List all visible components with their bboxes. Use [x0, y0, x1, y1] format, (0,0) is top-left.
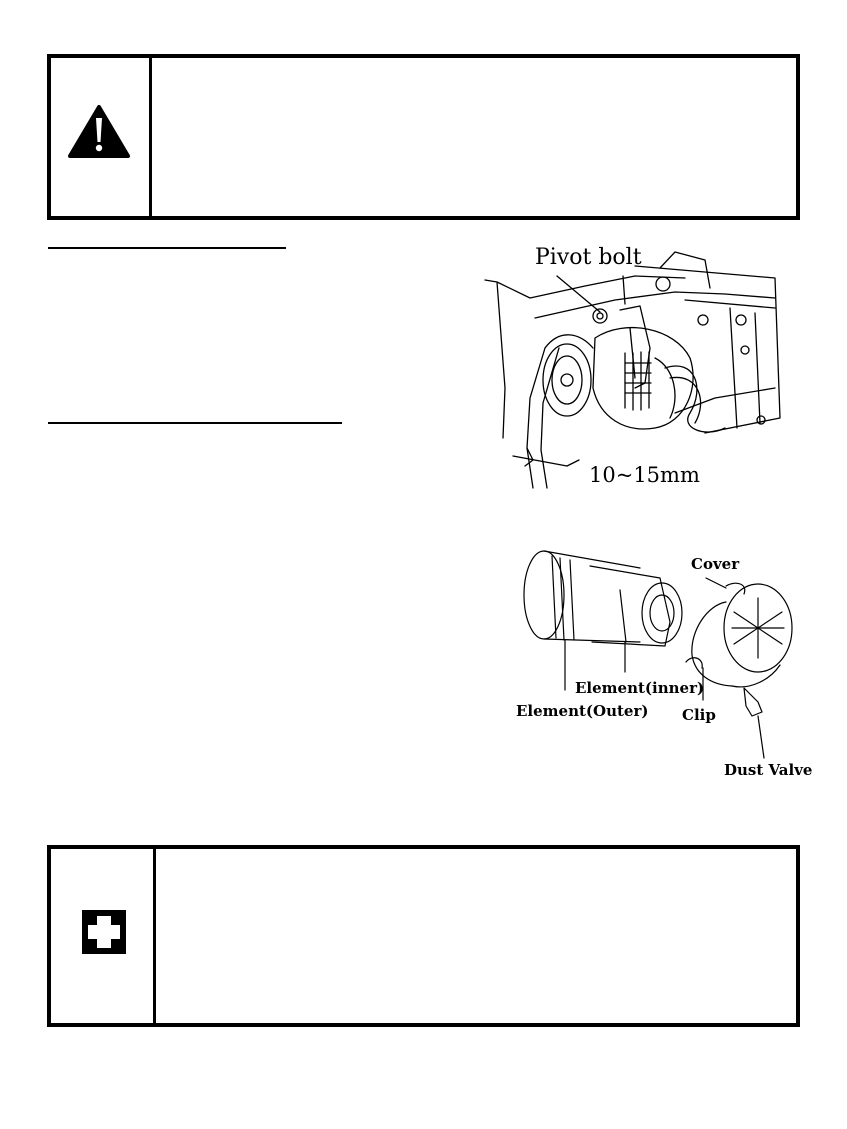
warning-box	[47, 54, 800, 220]
clip-label: Clip	[682, 706, 716, 724]
dust-valve-label: Dust Valve	[724, 761, 813, 779]
cross-icon	[51, 849, 153, 1023]
section-rule-1	[48, 247, 286, 249]
section-rule-2	[48, 422, 342, 424]
warning-icon-cell	[51, 58, 152, 216]
note-box	[47, 845, 800, 1027]
air-cleaner-figure	[500, 550, 815, 785]
belt-tension-figure	[475, 238, 785, 490]
pivot-bolt-label: Pivot bolt	[535, 245, 642, 270]
cover-label: Cover	[691, 555, 740, 573]
note-icon-cell	[51, 849, 156, 1023]
deflection-label: 10~15mm	[589, 463, 700, 487]
element-inner-label: Element(inner)	[575, 679, 705, 697]
element-outer-label: Element(Outer)	[516, 702, 649, 720]
warning-triangle-icon	[51, 58, 149, 216]
